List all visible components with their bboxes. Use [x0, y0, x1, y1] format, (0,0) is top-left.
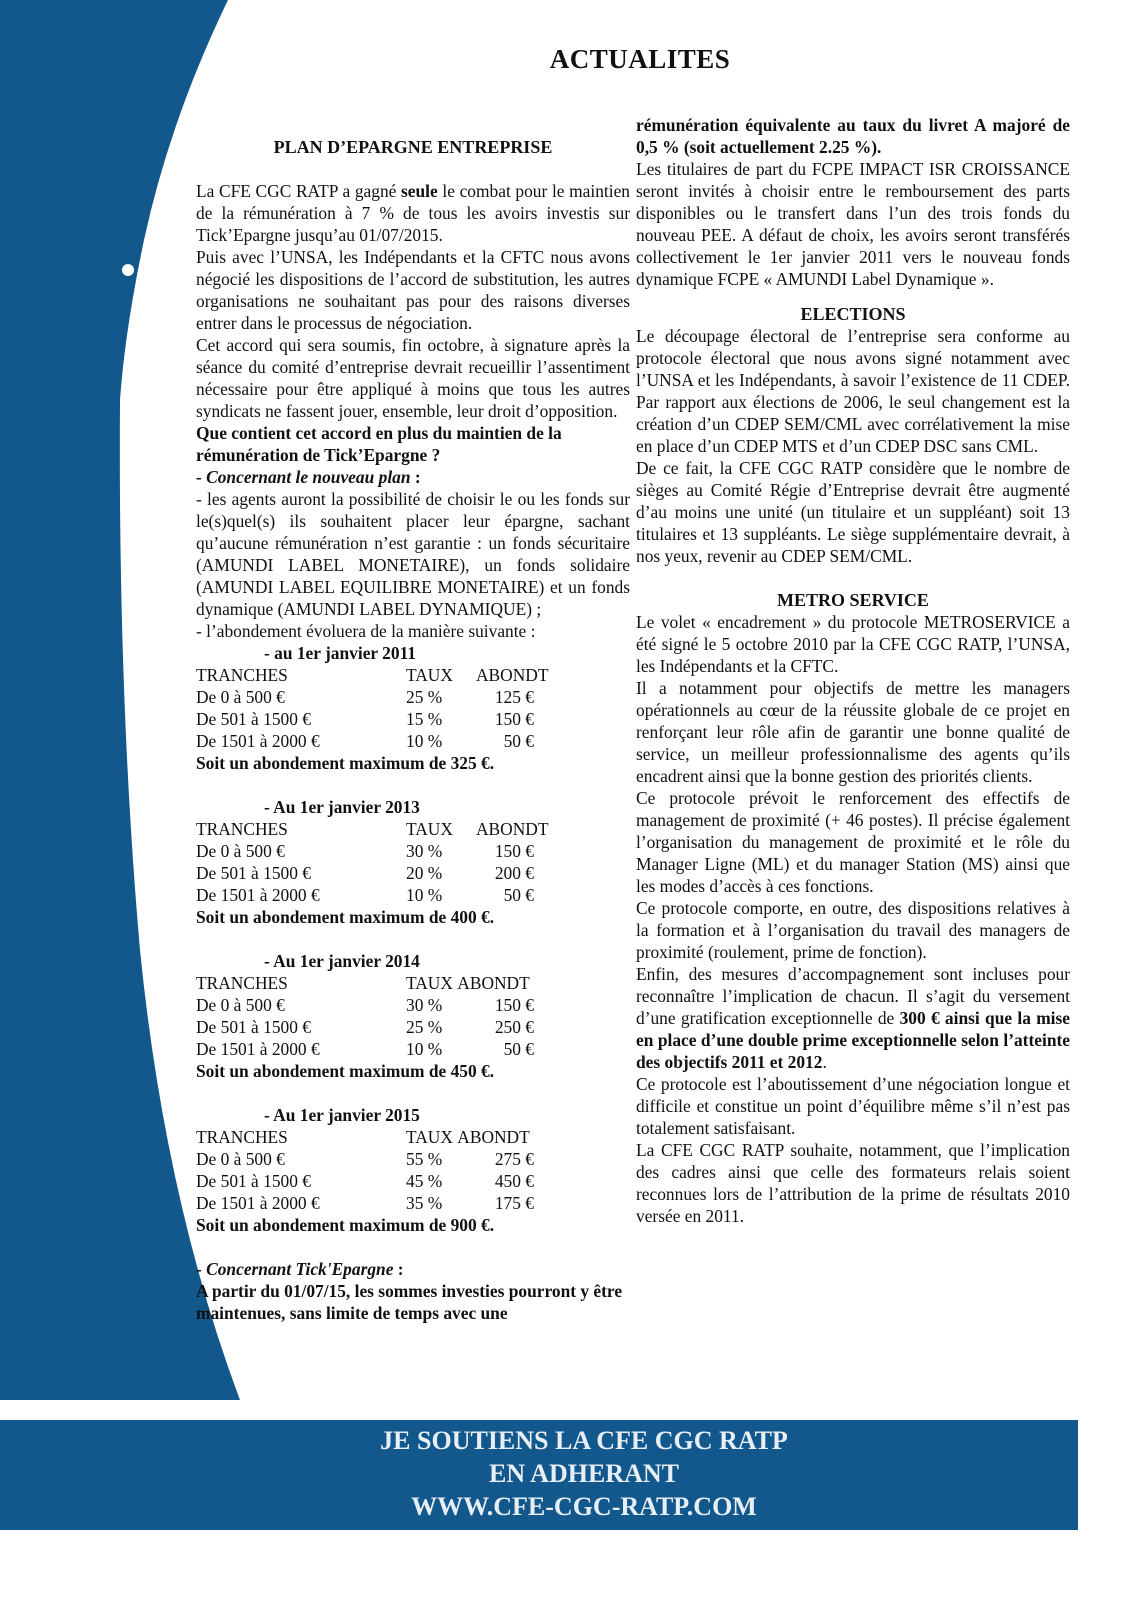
footer-banner [0, 1420, 1078, 1530]
table-row: De 501 à 1500 € 20 % 200 € [196, 863, 534, 883]
table-header: TRANCHES TAUX ABONDT [196, 819, 549, 839]
paragraph: Le découpage électoral de l’entreprise sera conforme au protocole électoral que nous avons signé notamment avec l’UNSA et les Indépendants, à savoir l’existence de 11 CDEP. Par rapport aux élections de 2006, le seul changement est la création d’un CDEP SEM/CML avec corrélativement la mise en place d’un CDEP MTS et d’un CDEP DSC sans CML. [636, 326, 1070, 456]
paragraph: rémunération équivalente au taux du livret A majoré de 0,5 % (soit actuellement 2.25 %). [636, 115, 1070, 157]
sub-heading-tick-epargne: - Concernant Tick'Epargne : [196, 1259, 404, 1279]
section-heading-pee: PLAN D’EPARGNE ENTREPRISE [273, 137, 553, 157]
paragraph: - les agents auront la possibilité de choisir le ou les fonds sur le(s)quel(s) ils souhaitent placer leur épargne, sachant qu’aucune rémunération n’est garantie : un fonds sécuritaire (AMUNDI LABEL MONETAIRE), un fonds solidaire (AMUNDI LABEL EQUILIBRE MONETAIRE) et un fonds dynamique (AMUNDI LABEL DYNAMIQUE) ; [196, 489, 630, 619]
table-row: De 1501 à 2000 € 10 % 50 € [196, 885, 534, 905]
paragraph: - l’abondement évoluera de la manière suivante : [196, 621, 536, 641]
table-row: De 0 à 500 € 30 % 150 € [196, 841, 534, 861]
table-row: De 0 à 500 € 55 % 275 € [196, 1149, 534, 1169]
table-row: De 1501 à 2000 € 35 % 175 € [196, 1193, 534, 1213]
paragraph: Il a notamment pour objectifs de mettre les managers opérationnels au cœur de la réussite globale de ce projet en renforçant leur rôle afin de garantir une bonne qualité de service, un meilleur professionnalisme des agents qu’ils encadrent ainsi que la bonne gestion des priorités clients. [636, 678, 1070, 786]
table-header: TRANCHES TAUX ABONDT [196, 665, 549, 685]
paragraph: A partir du 01/07/15, les sommes investies pourront y être maintenues, sans limite de temps avec une [196, 1281, 623, 1323]
abondement-table-2011 [196, 642, 630, 774]
paragraph: Puis avec l’UNSA, les Indépendants et la CFTC nous avons négocié les dispositions de l’accord de substitution, les autres organisations ne souhaitant pas pour des raisons diverses entrer dans le processus de négociation. [196, 247, 630, 333]
table-total: Soit un abondement maximum de 400 €. [196, 907, 495, 927]
abondement-table-2015 [196, 1104, 630, 1236]
table-row: De 0 à 500 € 30 % 150 € [196, 995, 534, 1015]
table-total: Soit un abondement maximum de 450 €. [196, 1061, 495, 1081]
table-total: Soit un abondement maximum de 900 €. [196, 1215, 495, 1235]
paragraph: La CFE CGC RATP souhaite, notamment, que l’implication des cadres ainsi que celle des formateurs relais soient reconnues lors de l’attribution de la prime de résultats 2010 versée en 2011. [636, 1140, 1070, 1226]
sub-heading-new-plan: - Concernant le nouveau plan : [196, 467, 421, 487]
paragraph: Les titulaires de part du FCPE IMPACT ISR CROISSANCE seront invités à choisir entre le remboursement des parts disponibles ou le transfert dans l’un des trois fonds du nouveau PEE. A défaut de choix, les avoirs seront transférés collectivement le 1er janvier 2011 vers le nouveau fonds dynamique FCPE « AMUNDI Label Dynamique ». [636, 159, 1070, 289]
table-row: De 501 à 1500 € 15 % 150 € [196, 709, 534, 729]
table-total: Soit un abondement maximum de 325 €. [196, 753, 495, 773]
table-date: - au 1er janvier 2011 [264, 643, 416, 663]
paragraph: Le volet « encadrement » du protocole METROSERVICE a été signé le 5 octobre 2010 par la CFE CGC RATP, l’UNSA, les Indépendants et la CFTC. [636, 612, 1070, 676]
paragraph: Ce protocole comporte, en outre, des dispositions relatives à la formation et à l’organisation du travail des managers de proximité (roulement, prime de fonction). [636, 898, 1070, 962]
right-column [636, 114, 1070, 1227]
page-title: ACTUALITES [549, 44, 731, 74]
table-row: De 0 à 500 € 25 % 125 € [196, 687, 534, 707]
swoosh-dot [122, 264, 134, 276]
table-date: - Au 1er janvier 2014 [264, 951, 420, 971]
question-heading: Que contient cet accord en plus du maintien de la rémunération de Tick’Epargne ? [196, 423, 562, 465]
table-row: De 501 à 1500 € 25 % 250 € [196, 1017, 534, 1037]
table-row: De 1501 à 2000 € 10 % 50 € [196, 1039, 534, 1059]
section-heading-elections: ELECTIONS [800, 304, 906, 324]
paragraph: La CFE CGC RATP a gagné seule le combat pour le maintien de la rémunération à 7 % de tous les avoirs investis sur Tick’Epargne jusqu’au 01/07/2015. [196, 181, 630, 245]
table-row: De 1501 à 2000 € 10 % 50 € [196, 731, 534, 751]
table-date: - Au 1er janvier 2015 [264, 1105, 420, 1125]
paragraph: Cet accord qui sera soumis, fin octobre, à signature après la séance du comité d’entreprise devrait recueillir l’assentiment nécessaire pour être appliqué à moins que tous les autres syndicats ne fassent jouer, ensemble, leur droit d’opposition. [196, 335, 630, 421]
footer-line: EN ADHERANT [489, 1459, 679, 1488]
abondement-table-2014 [196, 950, 630, 1082]
table-header: TRANCHES TAUX ABONDT [196, 973, 530, 993]
paragraph: Ce protocole est l’aboutissement d’une négociation longue et difficile et constitue un point d’équilibre même s’il n’est pas totalement satisfaisant. [636, 1074, 1070, 1138]
table-header: TRANCHES TAUX ABONDT [196, 1127, 530, 1147]
section-heading-metro-service: METRO SERVICE [777, 590, 929, 610]
table-date: - Au 1er janvier 2013 [264, 797, 420, 817]
paragraph: Ce protocole prévoit le renforcement des effectifs de management de proximité (+ 46 postes). Il précise également l’organisation du management de proximité et le rôle du Manager Ligne (ML) et du manager Station (MS) ainsi que les modes d’accès à ces fonctions. [636, 788, 1070, 896]
footer-website-link[interactable]: WWW.CFE-CGC-RATP.COM [411, 1492, 757, 1521]
footer-line: JE SOUTIENS LA CFE CGC RATP [380, 1426, 788, 1455]
paragraph: Enfin, des mesures d’accompagnement sont incluses pour reconnaître l’implication de chacun. Il s’agit du versement d’une gratification exceptionnelle de 300 € ainsi que la mise en place d’une double prime exceptionnelle selon l’atteinte des objectifs 2011 et 2012. [636, 964, 1070, 1072]
abondement-table-2013 [196, 796, 630, 928]
table-row: De 501 à 1500 € 45 % 450 € [196, 1171, 534, 1191]
paragraph: De ce fait, la CFE CGC RATP considère que le nombre de sièges au Comité Régie d’Entreprise devrait être augmenté d’au moins une unité (un titulaire et un suppléant) soit 13 titulaires et 13 suppléants. Le siège supplémentaire devrait, à nos yeux, revenir au CDEP SEM/CML. [636, 458, 1070, 566]
left-column [196, 136, 630, 1324]
